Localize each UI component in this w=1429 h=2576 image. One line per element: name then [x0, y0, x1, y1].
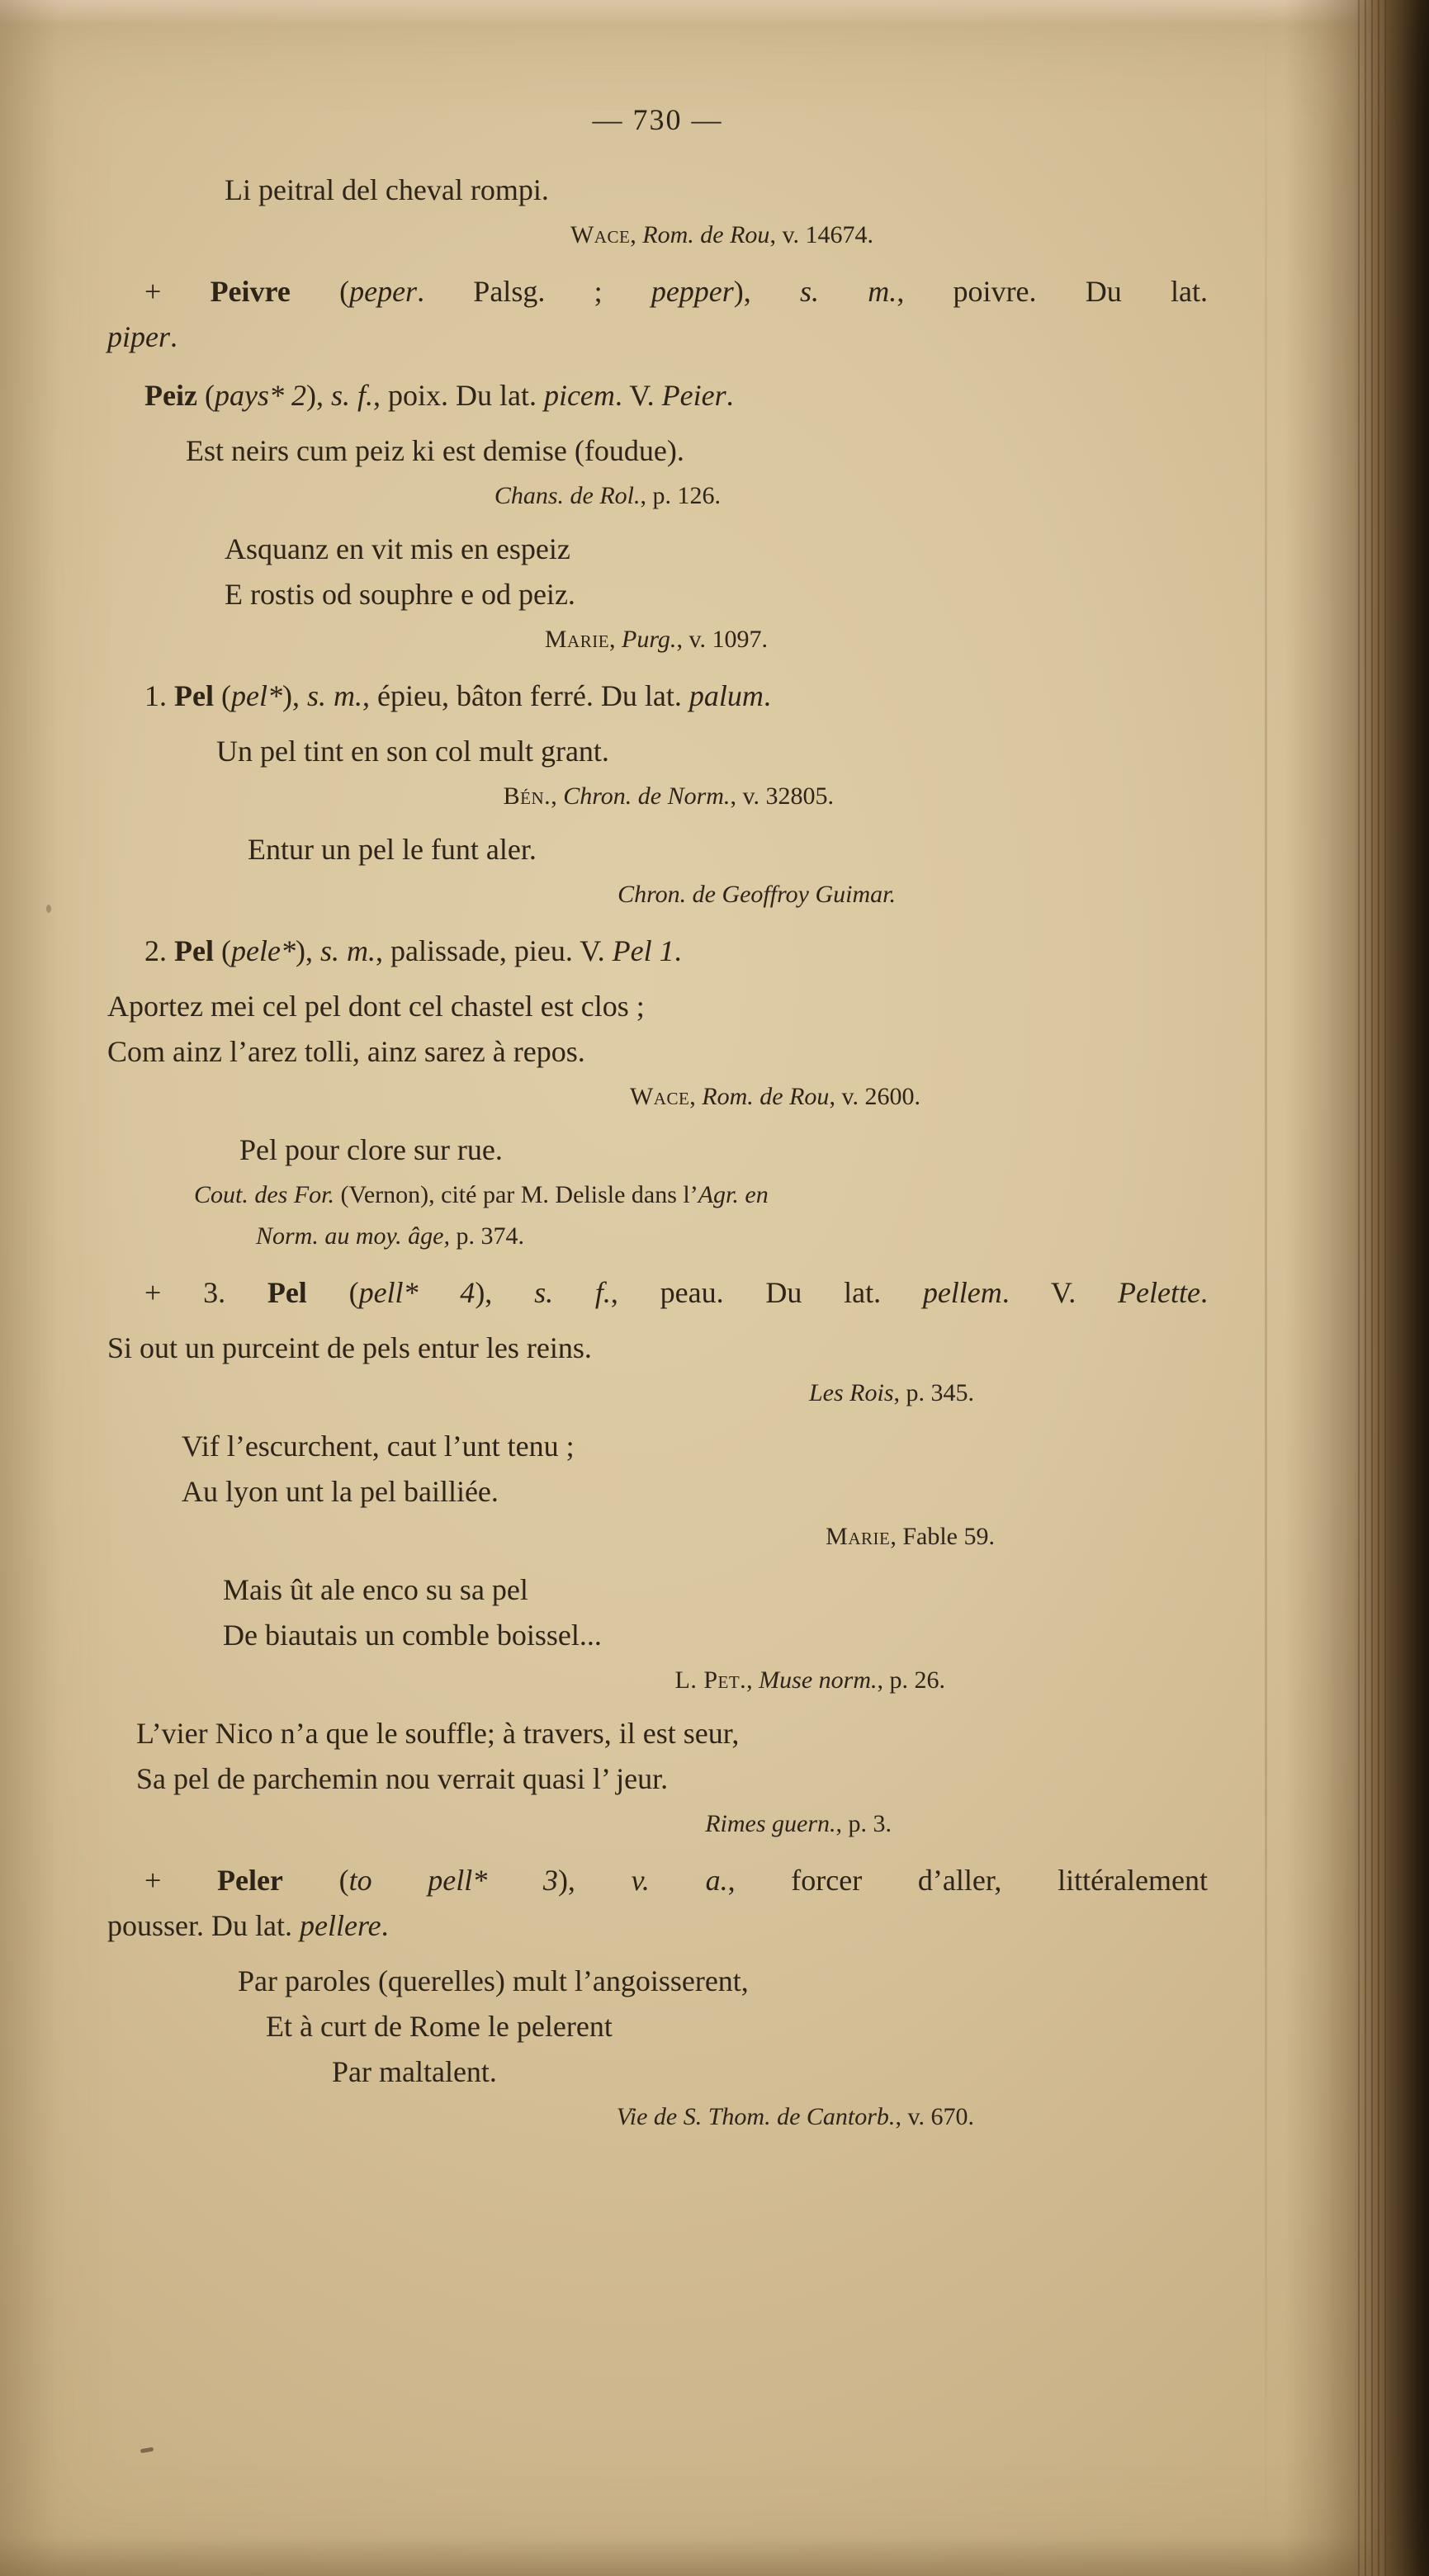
text-segment: , — [609, 626, 622, 653]
text-segment: + — [144, 1864, 217, 1897]
text-segment: , poivre. Du lat. — [897, 275, 1209, 308]
text-segment: . V. — [614, 379, 662, 412]
text-segment: Chron. de Norm. — [563, 782, 731, 810]
text-segment: Vie de S. Thom. de Cantorb. — [616, 2103, 896, 2130]
text-line — [107, 1326, 1208, 1371]
text-segment: E rostis od souphre e od peiz. — [225, 578, 575, 611]
dictionary-entry — [107, 269, 1208, 360]
text-segment: p. 374. — [450, 1222, 524, 1250]
text-line — [107, 874, 896, 915]
text-segment: Purg. — [622, 626, 677, 653]
text-segment: ( — [290, 275, 350, 308]
text-line — [107, 1803, 892, 1845]
text-segment: De biautais un comble boissel... — [223, 1619, 602, 1652]
dictionary-entry — [107, 674, 1208, 719]
text-segment: , — [689, 1083, 703, 1110]
text-segment: Marie — [544, 626, 610, 653]
text-segment: Pel — [174, 934, 214, 967]
dictionary-entry — [107, 1270, 1208, 1316]
text-segment: picem — [543, 379, 615, 412]
text-segment: , v. 670. — [895, 2103, 974, 2130]
text-line — [107, 168, 1208, 213]
text-segment: ), — [282, 679, 307, 712]
verse-quote — [107, 168, 1208, 213]
text-segment: Si out un purceint de pels entur les reins. — [107, 1331, 592, 1364]
text-segment: ), — [475, 1276, 535, 1309]
verse-quote — [107, 1959, 1208, 2095]
stray-ink-mark — [140, 2447, 154, 2454]
text-segment: Wace — [570, 221, 631, 248]
text-segment: 2. — [144, 934, 174, 967]
text-segment: pays* 2 — [214, 379, 306, 412]
text-segment: Aportez mei cel pel dont cel chastel est clos ; — [107, 990, 645, 1023]
verse-quote — [107, 428, 1208, 474]
text-segment: (Vernon), cité par M. Delisle dans l’ — [334, 1181, 698, 1208]
text-line — [107, 1469, 1208, 1515]
text-segment: Par maltalent. — [332, 2055, 497, 2088]
verse-quote — [107, 729, 1208, 774]
text-segment: Mais ût ale enco su sa pel — [223, 1573, 528, 1606]
text-line — [107, 1216, 1208, 1257]
text-segment: ), — [295, 934, 320, 967]
text-segment: Un pel tint en son col mult grant. — [216, 735, 609, 768]
text-segment: ), — [557, 1864, 632, 1897]
verse-quote — [107, 984, 1208, 1075]
text-line — [107, 1270, 1208, 1316]
text-segment: Pel — [174, 679, 214, 712]
text-segment: Par paroles (querelles) mult l’angoisserent, — [238, 1964, 749, 1997]
citation — [107, 1373, 1208, 1414]
page-number: — 730 — — [592, 103, 723, 136]
verse-quote — [107, 827, 1208, 872]
text-segment: Agr. en — [698, 1181, 769, 1208]
text-line — [107, 269, 1208, 314]
text-line — [107, 1756, 1208, 1802]
verse-quote — [107, 1711, 1208, 1802]
text-segment: pellere — [299, 1909, 381, 1942]
text-segment: s. m. — [306, 679, 362, 712]
text-segment: L’vier Nico n’a que le souffle; à travers, il est seur, — [136, 1717, 740, 1750]
text-line — [107, 527, 1208, 572]
text-segment: Asquanz en vit mis en espeiz — [225, 532, 570, 565]
text-line — [107, 827, 1208, 872]
text-segment: Peivre — [210, 275, 291, 308]
text-segment: . — [1200, 1276, 1208, 1309]
text-segment: Est neirs cum peiz ki est demise (foudue). — [186, 434, 684, 467]
text-segment: Marie — [826, 1523, 891, 1550]
text-segment: , v. 2600. — [829, 1083, 920, 1110]
text-segment: Rom. de Rou — [702, 1083, 830, 1110]
text-segment: pellem — [922, 1276, 1002, 1309]
page-content — [107, 97, 1208, 2138]
text-line — [107, 776, 834, 817]
text-line — [107, 1424, 1208, 1469]
citation — [107, 1803, 1208, 1845]
text-segment: Pelette — [1118, 1276, 1200, 1309]
text-segment: Pel — [267, 1276, 307, 1309]
text-segment: s. f. — [534, 1276, 611, 1309]
citation — [107, 619, 1208, 660]
text-segment: Chron. de Geoffroy Guimar. — [617, 881, 896, 908]
text-line — [107, 1903, 1208, 1949]
text-segment: . — [763, 679, 771, 712]
text-segment: Peler — [216, 1864, 283, 1897]
citation — [107, 1660, 1208, 1701]
text-segment: Les Rois — [808, 1379, 894, 1406]
text-segment: ( — [213, 679, 231, 712]
text-segment: , p. 3. — [835, 1810, 892, 1837]
text-line — [107, 572, 1208, 617]
text-segment: Vif l’escurchent, caut l’unt tenu ; — [182, 1430, 575, 1463]
citation — [107, 1516, 1208, 1557]
text-segment: , — [551, 782, 564, 810]
text-segment: , v. 14674. — [769, 221, 873, 248]
text-segment: Cout. des For. — [194, 1181, 335, 1208]
text-segment: , peau. Du lat. — [610, 1276, 923, 1309]
text-segment: Muse norm. — [759, 1666, 878, 1694]
text-segment: . Palsg. ; — [417, 275, 651, 308]
text-segment: Peiz — [144, 379, 197, 412]
text-line — [107, 314, 1208, 360]
text-segment: , p. 26. — [877, 1666, 945, 1694]
text-segment: palum — [688, 679, 764, 712]
stray-ink-mark — [46, 905, 51, 913]
text-segment: Peier — [661, 379, 726, 412]
text-line — [107, 475, 721, 517]
text-segment: ( — [213, 934, 231, 967]
text-segment: , poix. Du lat. — [372, 379, 544, 412]
text-line — [107, 619, 768, 660]
text-segment: Bén. — [503, 782, 551, 810]
text-segment: + 3. — [144, 1276, 267, 1309]
text-segment: , forcer d’aller, littéralement — [727, 1864, 1208, 1897]
text-segment: pell* 4 — [358, 1276, 476, 1309]
text-segment: . — [170, 320, 177, 353]
text-segment: + — [144, 275, 211, 308]
text-segment: , — [630, 221, 643, 248]
text-segment: . — [674, 934, 682, 967]
text-segment: ( — [196, 379, 215, 412]
text-segment: Wace — [629, 1083, 690, 1110]
text-segment: piper — [107, 320, 170, 353]
citation — [107, 215, 1208, 256]
text-segment: . V. — [1001, 1276, 1119, 1309]
citation — [107, 475, 1208, 517]
text-segment: , — [746, 1666, 759, 1694]
text-line — [107, 1029, 1208, 1075]
text-segment: to pell* 3 — [348, 1864, 558, 1897]
text-line — [107, 1567, 1208, 1613]
citation — [107, 2096, 1208, 2138]
dictionary-entry — [107, 1858, 1208, 1949]
text-segment: s. m. — [319, 934, 376, 967]
text-line — [107, 373, 1208, 418]
text-segment: pele* — [230, 934, 296, 967]
text-line — [107, 215, 873, 256]
text-line — [107, 1127, 1208, 1173]
text-segment: pepper — [651, 275, 734, 308]
text-segment: Rimes guern. — [705, 1810, 836, 1837]
text-line — [107, 428, 1208, 474]
text-segment: pel* — [230, 679, 282, 712]
text-segment: 1. — [144, 679, 174, 712]
text-segment: , v. 1097. — [676, 626, 768, 653]
text-segment: , Fable 59. — [890, 1523, 995, 1550]
text-segment: Au lyon unt la pel bailliée. — [182, 1475, 499, 1508]
text-segment: ( — [306, 1276, 359, 1309]
text-line — [107, 1660, 945, 1701]
book-binding-edge — [1285, 0, 1429, 2576]
text-line — [107, 1076, 920, 1118]
text-segment: Et à curt de Rome le pelerent — [266, 2010, 613, 2043]
text-segment: , p. 345. — [893, 1379, 974, 1406]
text-segment: ( — [282, 1864, 349, 1897]
text-segment: pousser. Du lat. — [107, 1909, 300, 1942]
text-line — [107, 1711, 1208, 1756]
dictionary-entry — [107, 929, 1208, 974]
text-blocks — [107, 168, 1208, 2138]
verse-quote — [107, 1127, 1208, 1173]
text-segment: Rom. de Rou — [642, 221, 770, 248]
text-segment: L. Pet. — [674, 1666, 747, 1694]
text-line — [107, 1373, 974, 1414]
text-line — [107, 2004, 1208, 2049]
dictionary-entry — [107, 373, 1208, 418]
text-segment: Chans. de Rol. — [494, 482, 641, 509]
text-segment: , épieu, bâton ferré. Du lat. — [362, 679, 689, 712]
text-line — [107, 2049, 1208, 2095]
text-line — [107, 1613, 1208, 1658]
text-segment: , v. 32805. — [730, 782, 834, 810]
text-line — [107, 729, 1208, 774]
text-line — [107, 1516, 995, 1557]
verse-quote — [107, 1567, 1208, 1658]
text-segment: Li peitral del cheval rompi. — [225, 173, 549, 206]
text-segment: ), — [733, 275, 801, 308]
text-segment: Entur un pel le funt aler. — [248, 833, 537, 866]
text-segment: v. a. — [631, 1864, 728, 1897]
citation — [107, 1076, 1208, 1118]
citation — [107, 874, 1208, 915]
text-segment: , palissade, pieu. V. — [375, 934, 613, 967]
text-segment: Sa pel de parchemin nou verrait quasi l’ jeur. — [136, 1762, 669, 1795]
text-line — [107, 1175, 1208, 1216]
text-segment: Pel pour clore sur rue. — [239, 1133, 503, 1166]
verse-quote — [107, 1424, 1208, 1515]
text-segment: s. m. — [800, 275, 897, 308]
page-fold-line — [1265, 0, 1267, 2576]
citation — [107, 1175, 1208, 1257]
page-top-edge — [0, 0, 1429, 25]
text-segment: ), — [305, 379, 331, 412]
text-segment: . — [381, 1909, 389, 1942]
page-left-edge — [0, 0, 58, 2576]
text-line — [107, 2096, 974, 2138]
text-line — [107, 929, 1208, 974]
text-line — [107, 1858, 1208, 1903]
citation — [107, 776, 1208, 817]
text-line — [107, 674, 1208, 719]
text-line — [107, 984, 1208, 1029]
text-segment: Pel 1 — [612, 934, 674, 967]
text-line — [107, 1959, 1208, 2004]
verse-quote — [107, 527, 1208, 617]
text-segment: Com ainz l’arez tolli, ainz sarez à repos. — [107, 1035, 585, 1068]
text-segment: , p. 126. — [640, 482, 721, 509]
verse-quote — [107, 1326, 1208, 1371]
text-segment: Norm. au moy. âge, — [256, 1222, 450, 1250]
page-bottom-edge — [0, 2536, 1429, 2576]
text-segment: peper — [349, 275, 418, 308]
text-segment: . — [726, 379, 734, 412]
text-segment: s. f. — [330, 379, 373, 412]
